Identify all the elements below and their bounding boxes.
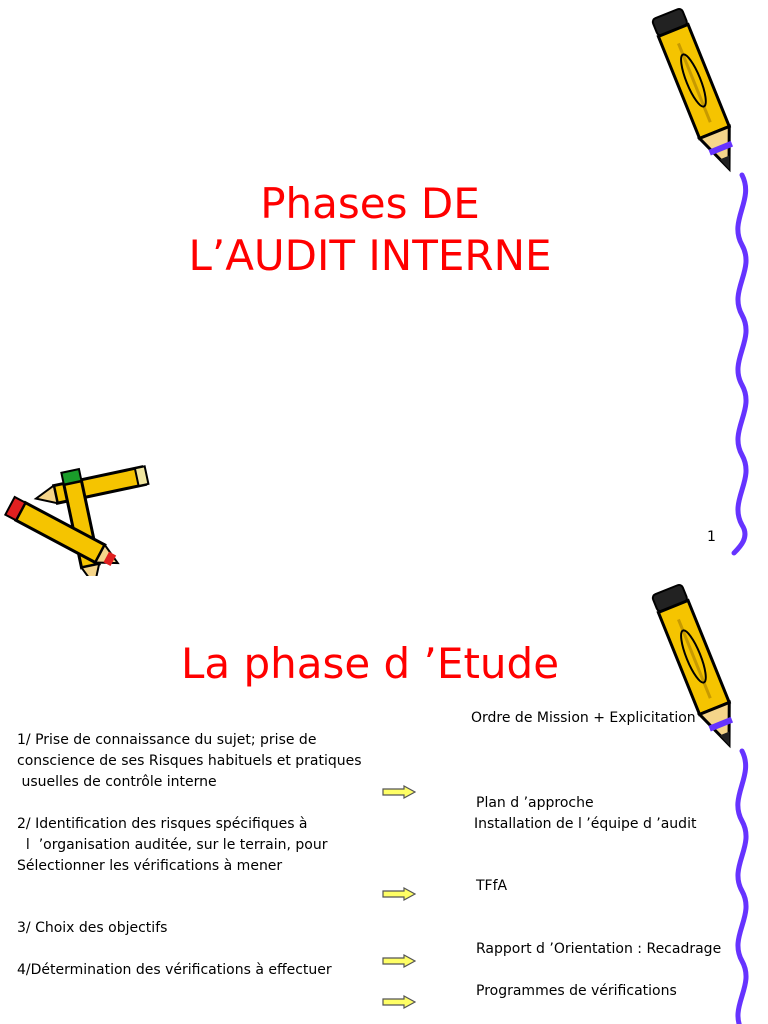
title-line-1: Phases DE [260, 179, 480, 228]
crossed-pencils-clipart [0, 462, 155, 572]
step-4-line: 4/Détermination des vérifications à effectuer [17, 962, 332, 978]
right-arrow-icon [382, 785, 416, 799]
output-rapport-orientation: Rapport d ’Orientation : Recadrage [476, 941, 722, 957]
title-line-2: L’AUDIT INTERNE [188, 231, 552, 280]
step-3-line: 3/ Choix des objectifs [17, 920, 168, 936]
right-arrow-icon [382, 954, 416, 968]
output-installation-equipe: Installation de l ’équipe d ’audit [474, 816, 697, 832]
slide-title [0, 178, 740, 282]
step-1-line-2: conscience de ses Risques habituels et pratiques [17, 753, 362, 769]
step-2-line-1: 2/ Identification des risques spécifiques à [17, 816, 308, 832]
step-1-line-3: usuelles de contrôle interne [17, 774, 217, 790]
purple-squiggle [720, 175, 760, 555]
output-tffa: TFfA [476, 878, 508, 894]
pencil-clipart [640, 0, 755, 185]
step-2-line-3: Sélectionner les vérifications à mener [17, 858, 283, 874]
right-arrow-icon [382, 887, 416, 901]
output-programmes-verifications: Programmes de vérifications [476, 983, 677, 999]
slide-title: La phase d ’Etude [180, 639, 560, 688]
step-2-line-2: l ’organisation auditée, sur le terrain, pour [17, 837, 328, 853]
right-arrow-icon [382, 995, 416, 1009]
purple-squiggle [720, 751, 760, 1024]
pencil-clipart [640, 576, 755, 761]
output-ordre-de-mission: Ordre de Mission + Explicitation [471, 710, 696, 726]
step-1-line-1: 1/ Prise de connaissance du sujet; prise de [17, 732, 317, 748]
output-plan-approche: Plan d ’approche [476, 795, 594, 811]
page-number: 1 [707, 529, 716, 545]
slide-2 [0, 576, 768, 1024]
